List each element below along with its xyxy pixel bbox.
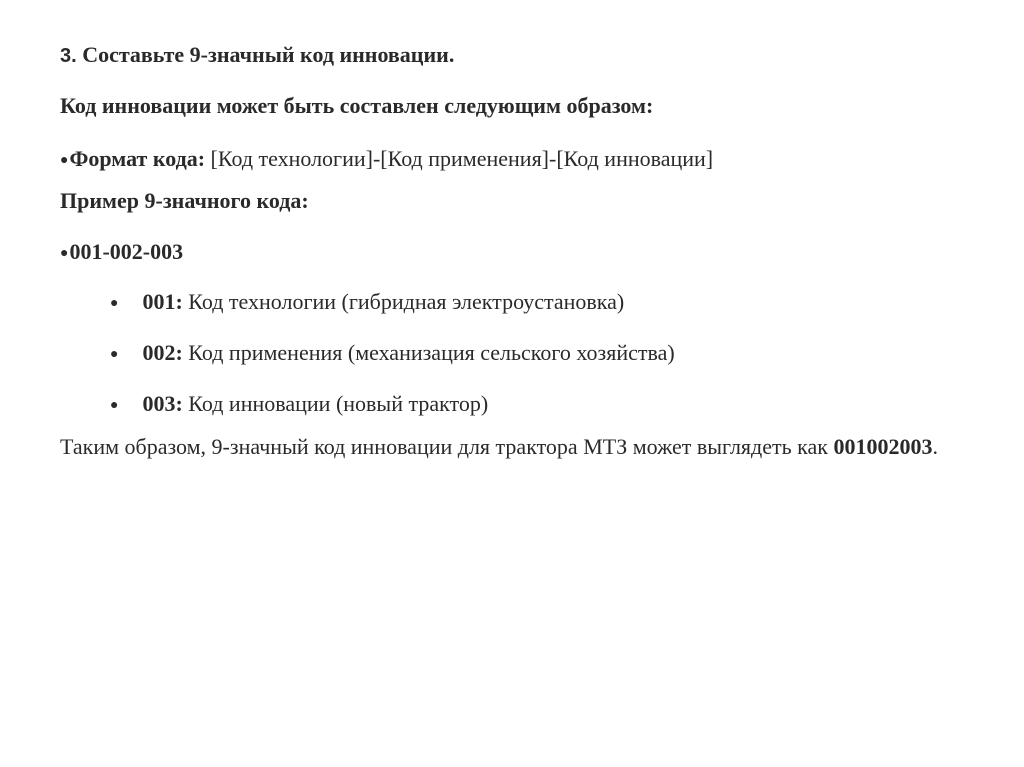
bullet-icon: ● xyxy=(60,151,69,167)
heading-text: Составьте 9-значный код инновации. xyxy=(76,42,455,67)
item-code: 002: xyxy=(142,340,183,365)
conclusion-text: Таким образом, 9-значный код инновации для трактора МТЗ может выглядеть как xyxy=(60,434,834,459)
conclusion-paragraph xyxy=(60,432,940,462)
heading-number: 3. xyxy=(60,45,77,67)
list-item xyxy=(110,289,624,317)
example-code-line xyxy=(60,239,183,267)
conclusion-code: 001002003 xyxy=(833,434,933,459)
format-label: Формат кода: xyxy=(69,146,206,171)
bullet-icon: ● xyxy=(60,244,69,260)
heading xyxy=(60,42,454,69)
item-code: 001: xyxy=(142,289,183,314)
item-text: Код инновации (новый трактор) xyxy=(182,391,489,416)
bullet-icon: ● xyxy=(110,396,119,412)
format-value: [Код технологии]-[Код применения]-[Код инновации] xyxy=(205,146,714,171)
list-item xyxy=(110,340,675,368)
bullet-icon: ● xyxy=(110,345,119,361)
intro-text: Код инновации может быть составлен следующим образом: xyxy=(60,93,654,118)
example-code: 001-002-003 xyxy=(69,239,184,264)
format-line xyxy=(60,146,713,174)
item-text: Код технологии (гибридная электроустановка) xyxy=(182,289,625,314)
bullet-icon: ● xyxy=(110,294,119,310)
item-text: Код применения (механизация сельского хозяйства) xyxy=(182,340,675,365)
list-item xyxy=(110,391,488,419)
item-code: 003: xyxy=(142,391,183,416)
conclusion-end: . xyxy=(932,434,938,459)
example-title: Пример 9-значного кода: xyxy=(60,188,309,213)
